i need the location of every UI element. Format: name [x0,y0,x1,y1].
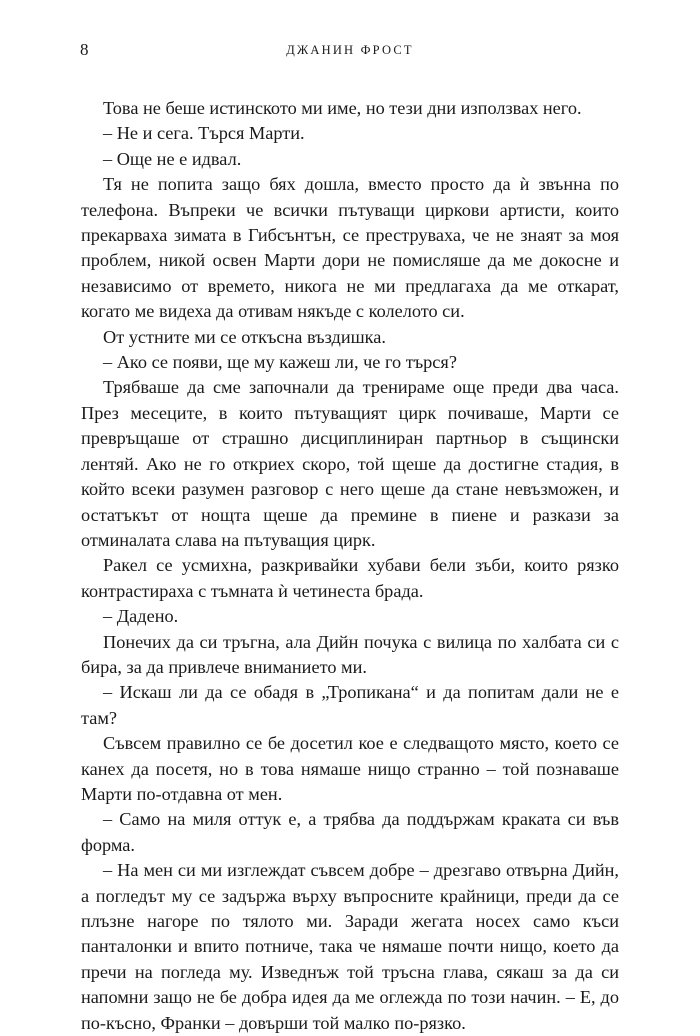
paragraph: – Дадено. [103,606,179,627]
paragraph: – Още не е идвал. [103,148,242,169]
running-head: ДЖАНИН ФРОСТ [286,43,414,57]
paragraph: Тя не попита защо бях дошла, вместо просто да ѝ звънна по телефона. Въпреки че всички пътуващи циркови артисти, които прекарваха зимата в Гибсънтън, се преструваха, че не знаят за моя проблем, никой освен Марти дори не помисляше да ме докосне и независимо от времето, никога не ми предлагаха да ме откарат, когато ме видеха да отивам някъде с колелото си. [81,174,619,322]
paragraph: – Искаш ли да се обадя в „Тропикана“ и да попитам дали не е там? [81,682,619,728]
paragraph: – Не и сега. Търся Марти. [103,123,305,144]
paragraph: Понечих да си тръгна, ала Дийн почука с вилица по халбата си с бира, за да привлече вниманието ми. [81,631,619,677]
paragraph: – На мен си ми изглеждат съвсем добре – дрезгаво отвърна Дийн, а погледът му се задържа върху въпросните крайници, преди да се плъзне нагоре по тялото ми. Заради жегата носех само къси панталонки и впито потниче, така че нямаше почти нищо, което да пречи на погледа му. Изведнъж той тръсна глава, сякаш за да си напомни защо не бе добра идея да ме оглежда по този начин. – Е, до по-късно, Франки – довърши той малко по-рязко. [81,860,619,1033]
paragraph: От устните ми се откъсна въздишка. [103,326,386,347]
paragraph: – Ако се появи, ще му кажеш ли, че го търся? [103,352,457,373]
page-number: 8 [80,40,89,59]
paragraph: – Само на миля оттук е, а трябва да поддържам краката си във форма. [81,809,619,855]
paragraph: Трябваше да сме започнали да тренираме още преди два часа. През месеците, в които пътуващият цирк почиваше, Марти се превръщаше от страшно дисциплиниран партньор в същински лентяй. Ако не го откриех скоро, той щеше да достигне стадия, в който всеки разумен разговор с него щеше да стане невъзможен, и остатъкът от нощта щеше да премине в пиене и разкази за отминалата слава на пътуващия цирк. [81,377,619,550]
paragraph: Това не беше истинското ми име, но тези дни използвах него. [103,98,582,118]
page-header [80,40,620,66]
body-text [81,96,619,1036]
paragraph: Съвсем правилно се бе досетил кое е следващото място, което се канех да посетя, но в това нямаше нищо странно – той познаваше Марти по-отдавна от мен. [81,733,619,804]
paragraph: Ракел се усмихна, разкривайки хубави бели зъби, които рязко контрастираха с тъмната ѝ четинеста брада. [81,555,619,601]
